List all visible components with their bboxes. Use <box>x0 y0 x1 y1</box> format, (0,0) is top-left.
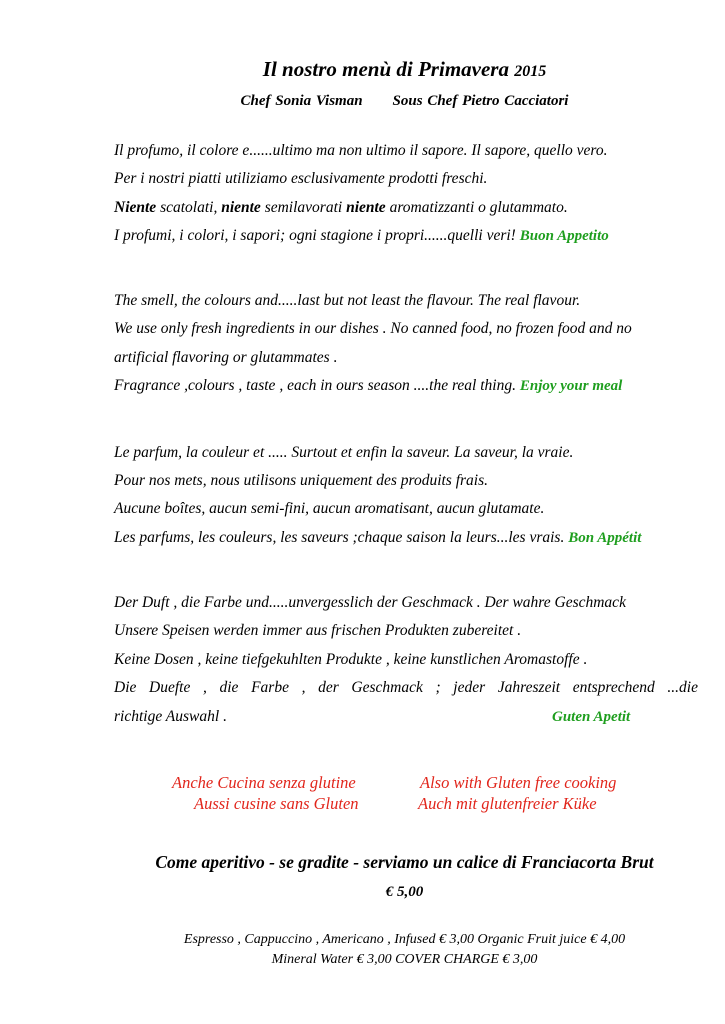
english-line-3: artificial flavoring or glutammates . <box>114 349 338 366</box>
german-closing-wrap <box>552 707 630 727</box>
french-line-3: Aucune boîtes, aucun semi-fini, aucun aromatisant, aucun glutamate. <box>114 500 545 517</box>
title-text: Il nostro menù di Primavera <box>262 57 509 81</box>
niente-2: niente <box>221 199 261 216</box>
italian-line-4 <box>114 226 609 246</box>
german-line-5: richtige Auswahl . <box>114 708 227 725</box>
german-closing: Guten Apetit <box>552 709 631 725</box>
sous-chef-name: Sous Chef Pietro Cacciatori <box>392 93 569 109</box>
french-line-4 <box>114 528 641 548</box>
english-line-2: We use only fresh ingredients in our dishes . No canned food, no frozen food and no <box>114 320 632 337</box>
italian-line-1: Il profumo, il colore e......ultimo ma non ultimo il sapore. Il sapore, quello vero. <box>114 142 608 159</box>
text-segment: aromatizzanti o glutammato. <box>385 199 568 216</box>
french-line-1: Le parfum, la couleur et ..... Surtout et enfin la saveur. La saveur, la vraie. <box>114 444 574 461</box>
gluten-free-notice <box>0 772 725 816</box>
english-line-1: The smell, the colours and.....last but not least the flavour. The real flavour. <box>114 292 581 309</box>
gluten-free-en: Also with Gluten free cooking <box>420 773 617 792</box>
drinks-prices: Espresso , Cappuccino , Americano , Infused € 3,00 Organic Fruit juice € 4,00 <box>183 932 626 947</box>
chefs-line <box>42 93 725 110</box>
chef-name: Chef Sonia Visman <box>240 93 363 109</box>
italian-line-3 <box>114 198 568 218</box>
gluten-free-de: Auch mit glutenfreier Küke <box>418 794 597 813</box>
aperitivo-price: € 5,00 <box>385 884 424 900</box>
italian-closing: Buon Appetito <box>519 228 609 244</box>
niente-3: niente <box>346 199 386 216</box>
niente-1: Niente <box>114 199 157 216</box>
aperitivo-offer: Come aperitivo - se gradite - serviamo un calice di Franciacorta Brut <box>155 852 654 872</box>
text-segment: Fragrance ,colours , taste , each in ours season ....the real thing. <box>114 377 520 394</box>
english-closing: Enjoy your meal <box>519 378 623 394</box>
german-line-2: Unsere Speisen werden immer aus frischen Produkten zubereitet . <box>114 622 522 639</box>
menu-title <box>42 57 725 82</box>
text-segment: Les parfums, les couleurs, les saveurs ;chaque saison la leurs...les vrais. <box>114 529 569 546</box>
text-segment: scatolati, <box>156 199 222 216</box>
text-segment: I profumi, i colori, i sapori; ogni stagione i propri......quelli veri! <box>114 227 520 244</box>
water-cover-charge: Mineral Water € 3,00 COVER CHARGE € 3,00 <box>271 952 538 967</box>
german-line-4: Die Duefte , die Farbe , der Geschmack ; jeder Jahreszeit entsprechend ...die <box>114 679 698 696</box>
english-line-4 <box>114 376 622 396</box>
title-year: 2015 <box>514 63 547 80</box>
french-closing: Bon Appétit <box>568 530 642 546</box>
text-segment: semilavorati <box>260 199 347 216</box>
gluten-free-fr: Aussi cusine sans Gluten <box>194 794 359 813</box>
gluten-free-it: Anche Cucina senza glutine <box>172 773 356 792</box>
italian-line-2: Per i nostri piatti utiliziamo esclusivamente prodotti freschi. <box>114 170 488 187</box>
french-line-2: Pour nos mets, nous utilisons uniquement des produits frais. <box>114 472 489 489</box>
german-line-3: Keine Dosen , keine tiefgekuhlten Produkte , keine kunstlichen Aromastoffe . <box>114 651 588 668</box>
german-line-1: Der Duft , die Farbe und.....unvergesslich der Geschmack . Der wahre Geschmack <box>114 594 626 611</box>
